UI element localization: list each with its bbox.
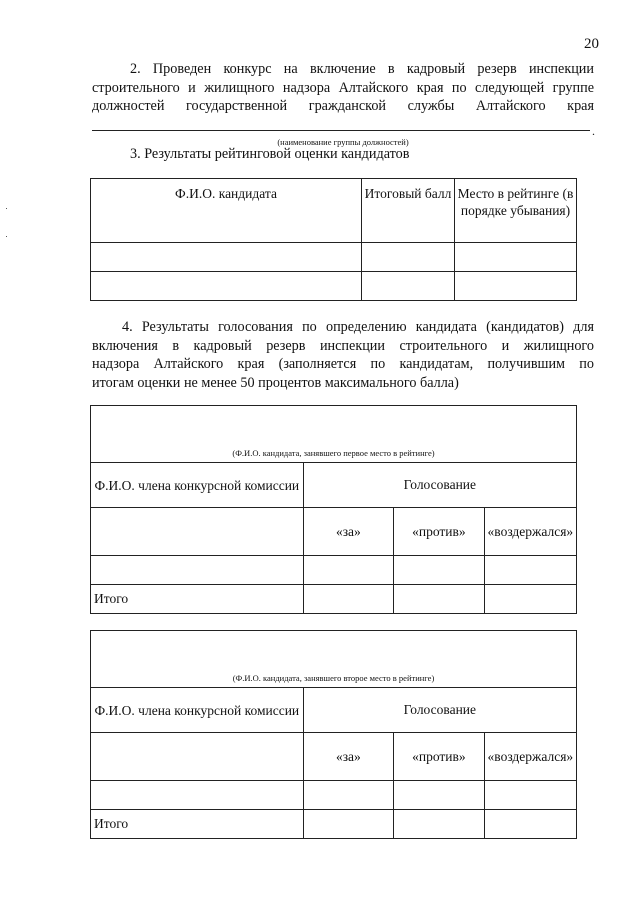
section-2-line-1: 2. Проведен конкурс на включение в кадровый резерв инспекции [130,61,594,77]
vote-table-1-vote-header: Голосование [303,463,576,508]
section-4-line-1: 4. Результаты голосования по определению кандидата (кандидатов) для [122,319,594,335]
rating-cell[interactable] [362,243,455,272]
section-2-line-3: должностей государственной гражданской службы Алтайского края [92,98,594,114]
vote-table-2-total: Итого [91,810,304,839]
vote-table-2-cell[interactable] [394,781,485,810]
rating-cell[interactable] [455,243,577,272]
page-number: 20 [584,36,599,52]
scan-mark [6,236,7,237]
vote-table-first [90,405,577,614]
vote-table-2-cell[interactable] [484,781,576,810]
section-4-line-3: надзора Алтайского края (заполняется по кандидатам, получившим по [92,356,594,372]
vote-table-1-against: «против» [394,508,485,556]
vote-table-2-cell[interactable] [303,810,393,839]
vote-table-2-against: «против» [394,733,485,781]
vote-table-1-cell[interactable] [91,556,304,585]
vote-table-1-member-header: Ф.И.О. члена конкурсной комиссии [91,463,304,508]
vote-table-1-for: «за» [303,508,393,556]
vote-table-2-for: «за» [303,733,393,781]
vote-table-1-cell[interactable] [484,585,576,614]
group-fill-line [92,130,590,131]
rating-cell[interactable] [455,272,577,301]
vote-table-2-cell[interactable] [394,810,485,839]
group-caption: (наименование группы должностей) [277,137,409,147]
vote-table-2-member-cell[interactable] [91,733,304,781]
vote-table-2-caption: (Ф.И.О. кандидата, занявшего второе место в рейтинге) [91,631,577,688]
rating-header-name: Ф.И.О. кандидата [91,179,362,243]
vote-table-2-vote-header: Голосование [303,688,576,733]
fill-line-dot: . [592,124,595,138]
section-2-line-2: строительного и жилищного надзора Алтайского края по следующей группе [92,79,594,96]
rating-header-place: Место в рейтинге (в порядке убывания) [455,179,577,243]
scan-mark [6,208,7,209]
vote-table-2-cell[interactable] [91,781,304,810]
rating-cell[interactable] [91,272,362,301]
rating-table [90,178,577,301]
vote-table-1-member-cell[interactable] [91,508,304,556]
section-4-paragraph [92,318,594,392]
vote-table-1-cell[interactable] [303,556,393,585]
vote-table-1-cell[interactable] [394,585,485,614]
rating-cell[interactable] [362,272,455,301]
vote-table-1-caption: (Ф.И.О. кандидата, занявшего первое место в рейтинге) [91,406,577,463]
vote-table-second [90,630,577,839]
vote-table-2-cell[interactable] [303,781,393,810]
section-3-heading: 3. Результаты рейтинговой оценки кандидатов [130,146,410,162]
vote-table-2-member-header: Ф.И.О. члена конкурсной комиссии [91,688,304,733]
vote-table-2-abstain: «воздержался» [484,733,576,781]
section-4-line-2: включения в кадровый резерв инспекции строительного и жилищного [92,337,594,354]
vote-table-1-total: Итого [91,585,304,614]
vote-table-1-abstain: «воздержался» [484,508,576,556]
rating-header-score: Итоговый балл [362,179,455,243]
section-2-paragraph [92,60,594,116]
vote-table-1-cell[interactable] [303,585,393,614]
vote-table-1-cell[interactable] [394,556,485,585]
vote-table-1-cell[interactable] [484,556,576,585]
rating-cell[interactable] [91,243,362,272]
section-4-line-4: итогам оценки не менее 50 процентов максимального балла) [92,374,459,391]
vote-table-2-cell[interactable] [484,810,576,839]
